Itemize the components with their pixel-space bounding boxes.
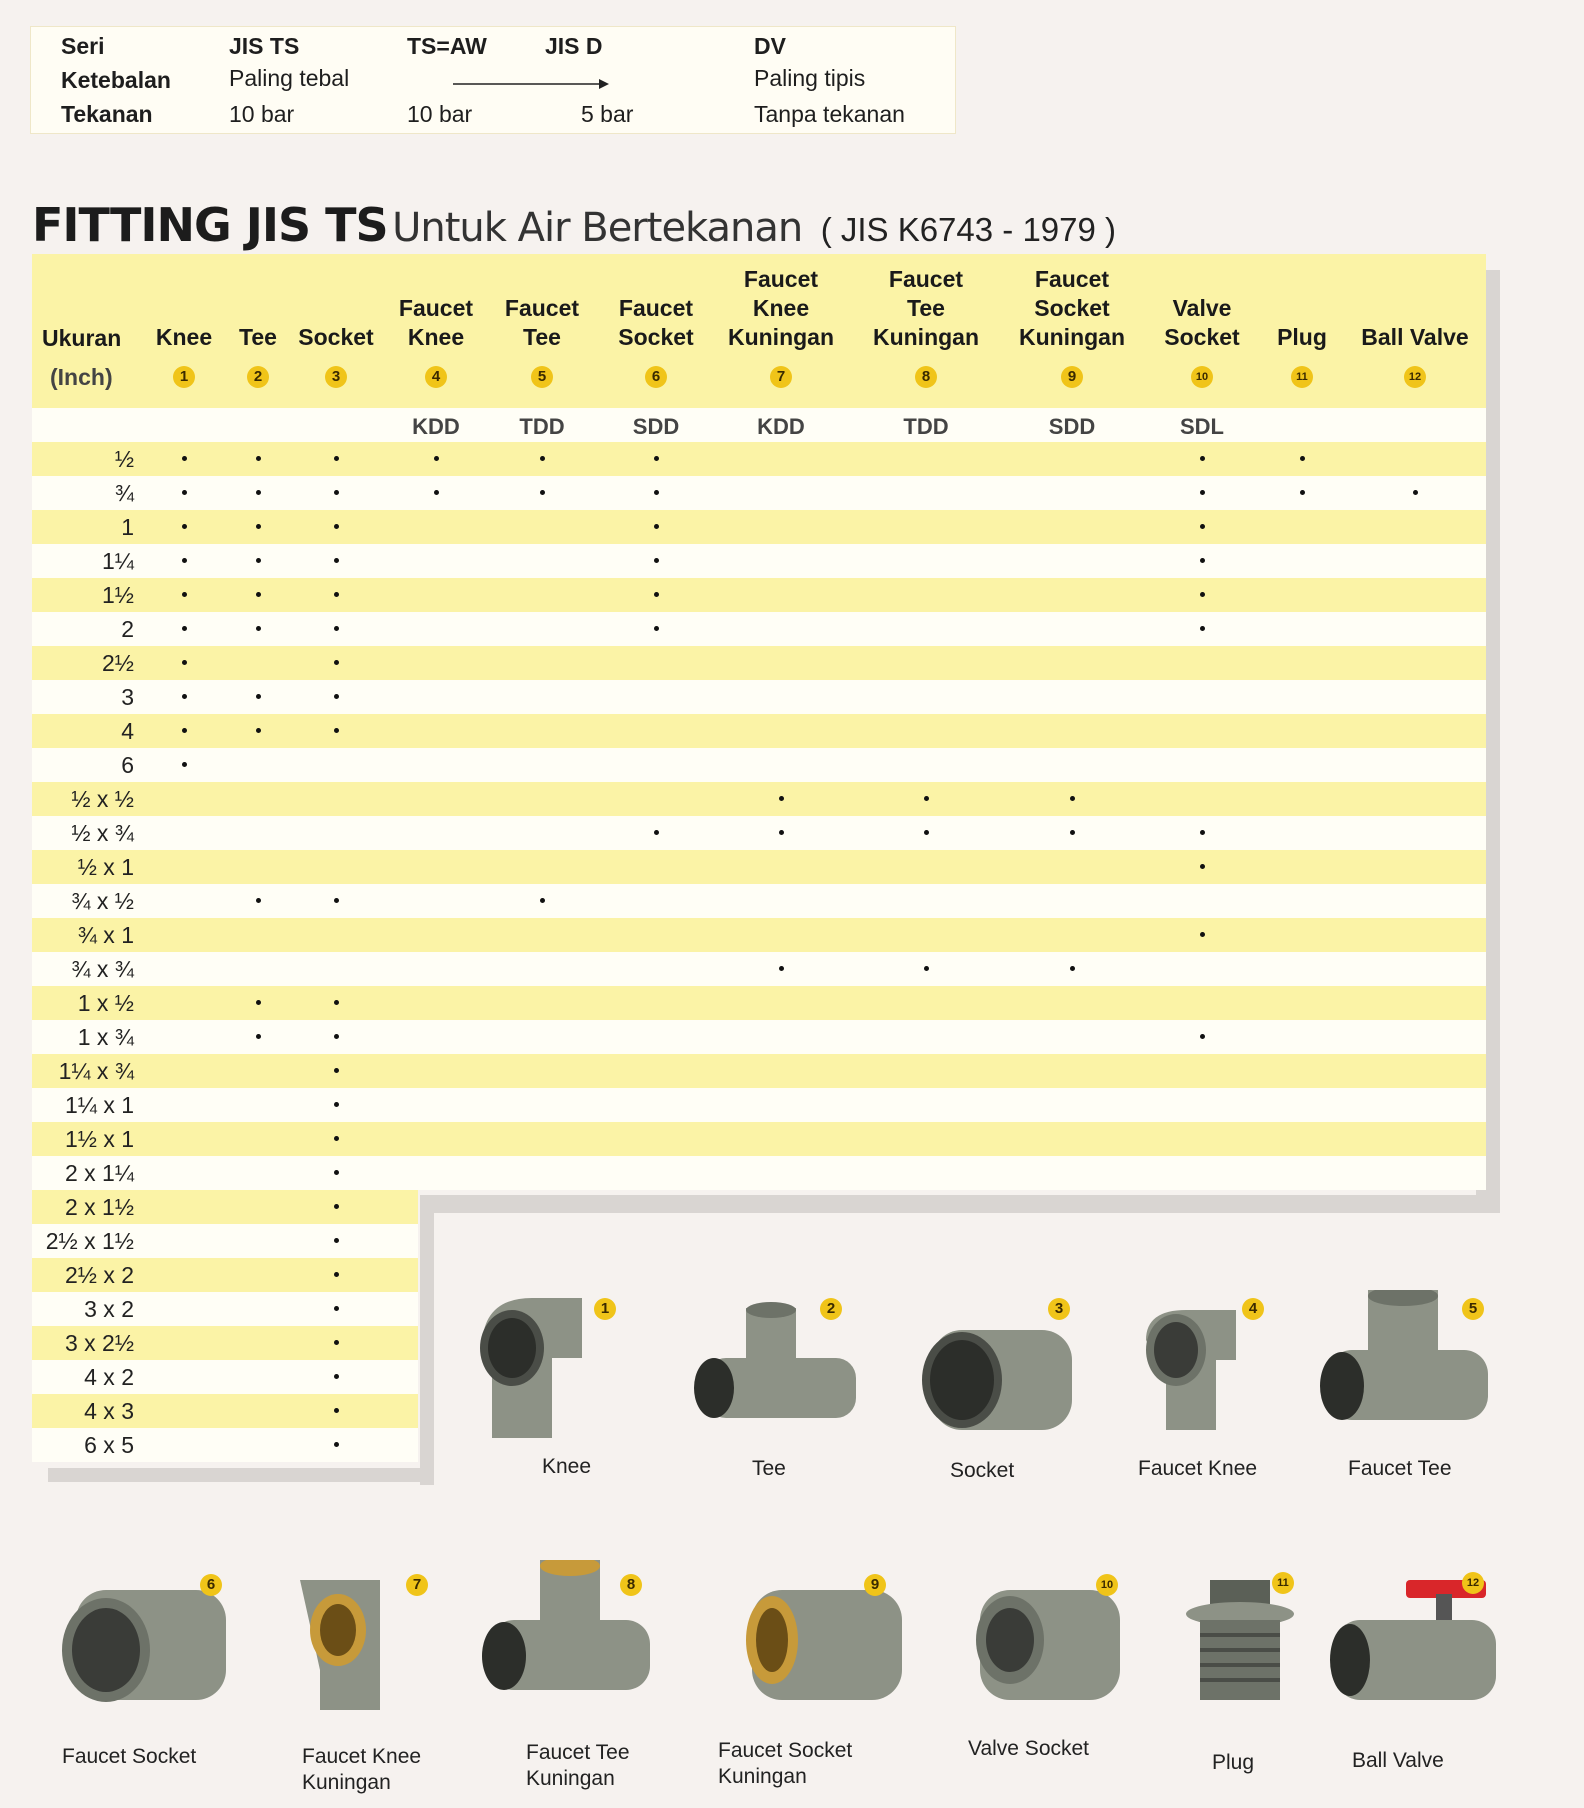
availability-dot	[654, 592, 659, 597]
availability-dot	[1070, 966, 1075, 971]
header-col-3-line-1: Socket	[298, 324, 374, 350]
header-col-8-line-1: Faucet	[888, 266, 964, 292]
table-row	[32, 578, 1486, 612]
availability-dot	[434, 490, 439, 495]
availability-dot	[256, 592, 261, 597]
column-number-badge: 2	[247, 366, 269, 388]
ball-valve-icon	[1326, 1580, 1506, 1740]
row-size: 4	[121, 718, 134, 744]
legend-label-tekanan: Tekanan	[61, 101, 153, 127]
column-code: KDD	[412, 414, 460, 439]
legend-thinnest: Paling tipis	[754, 65, 866, 91]
availability-dot	[654, 490, 659, 495]
availability-dot	[334, 558, 339, 563]
column-code: TDD	[903, 414, 949, 439]
product-label	[302, 1744, 421, 1796]
availability-dot	[654, 626, 659, 631]
row-size: 2 x 1¼	[64, 1160, 134, 1186]
availability-dot	[334, 592, 339, 597]
availability-dot	[1070, 796, 1075, 801]
row-size: 6	[121, 752, 134, 778]
row-size: 1 x ¾	[77, 1024, 134, 1050]
header-col-12-line-1: Ball Valve	[1361, 324, 1469, 350]
product-label	[718, 1738, 852, 1790]
table-row	[32, 952, 1486, 986]
product-number-badge: 5	[1462, 1298, 1484, 1320]
column-number-badge: 12	[1404, 366, 1426, 388]
product-label	[950, 1458, 1014, 1484]
product-label-line: Valve Socket	[968, 1737, 1090, 1760]
availability-dot	[334, 626, 339, 631]
row-size: 6 x 5	[84, 1432, 134, 1458]
row-size: 3 x 2	[84, 1296, 134, 1322]
availability-dot	[334, 1000, 339, 1005]
column-code: SDD	[632, 414, 680, 439]
availability-dot	[334, 1374, 339, 1379]
row-size: ½ x ¾	[71, 820, 134, 846]
row-size: 1¼ x ¾	[58, 1058, 134, 1084]
availability-dot	[334, 1068, 339, 1073]
column-code: SDD	[1048, 414, 1096, 439]
header-col-4-line-2: Knee	[407, 324, 465, 350]
column-number-badge: 11	[1291, 366, 1313, 388]
availability-dot	[182, 626, 187, 631]
legend-pressure-jis-d: 5 bar	[581, 101, 634, 127]
header-col-9-line-3: Kuningan	[1018, 324, 1126, 350]
availability-dot	[182, 456, 187, 461]
product-number-badge: 1	[594, 1298, 616, 1320]
header-col-7-line-2: Knee	[752, 295, 810, 321]
availability-dot	[334, 490, 339, 495]
availability-dot	[182, 694, 187, 699]
availability-dot	[779, 796, 784, 801]
product-number-badge: 11	[1272, 1572, 1294, 1594]
column-code: TDD	[519, 414, 565, 439]
availability-dot	[1200, 524, 1205, 529]
table-header	[32, 254, 1486, 408]
availability-dot	[779, 830, 784, 835]
availability-dot	[779, 966, 784, 971]
availability-dot	[1300, 456, 1305, 461]
header-size: Ukuran	[42, 325, 122, 351]
availability-dot	[654, 524, 659, 529]
availability-dot	[182, 490, 187, 495]
column-code: KDD	[757, 414, 805, 439]
availability-dot	[924, 966, 929, 971]
title-main: FITTING JIS TS	[32, 198, 388, 252]
column-code: SDL	[1180, 414, 1224, 439]
availability-dot	[182, 524, 187, 529]
availability-dot	[1200, 626, 1205, 631]
availability-dot	[1200, 1034, 1205, 1039]
row-size: 2½ x 1½	[45, 1228, 134, 1254]
table-row	[32, 680, 1486, 714]
table-row	[32, 1360, 418, 1394]
product-number-badge: 12	[1462, 1572, 1484, 1594]
table-row	[32, 1292, 418, 1326]
availability-dot	[182, 592, 187, 597]
product-label-line: Faucet Tee	[1348, 1457, 1452, 1480]
table-row	[32, 986, 1486, 1020]
product-label	[526, 1740, 630, 1792]
legend-pressure-dv: Tanpa tekanan	[754, 101, 905, 127]
availability-dot	[182, 762, 187, 767]
column-number-badge: 7	[770, 366, 792, 388]
availability-dot	[1200, 558, 1205, 563]
tee-fitting-icon	[686, 1298, 866, 1458]
availability-dot	[256, 694, 261, 699]
header-col-1-line-1: Knee	[155, 324, 213, 350]
product-label	[1352, 1748, 1444, 1774]
availability-dot	[256, 1034, 261, 1039]
row-size: 4 x 3	[84, 1398, 134, 1424]
series-legend-box	[30, 26, 956, 134]
header-col-11-line-1: Plug	[1277, 324, 1327, 350]
availability-dot	[256, 558, 261, 563]
row-size: ½ x ½	[71, 786, 134, 812]
availability-dot	[924, 830, 929, 835]
knee-fitting-icon	[472, 1288, 652, 1448]
product-number-badge: 6	[200, 1574, 222, 1596]
legend-series-dv: DV	[754, 33, 786, 59]
product-number-badge: 3	[1048, 1298, 1070, 1320]
availability-dot	[654, 558, 659, 563]
table-row	[32, 1122, 1486, 1156]
header-col-2-line-1: Tee	[239, 324, 277, 350]
table-row	[32, 1156, 1486, 1190]
availability-dot	[1200, 932, 1205, 937]
availability-dot	[1200, 864, 1205, 869]
row-size: 1½	[102, 582, 134, 608]
availability-dot	[434, 456, 439, 461]
table-row	[32, 1394, 418, 1428]
row-size: 1	[121, 514, 134, 540]
title-standard: ( JIS K6743 - 1979 )	[820, 211, 1117, 248]
legend-series-jis-d: JIS D	[545, 33, 603, 59]
legend-thickest: Paling tebal	[229, 65, 350, 91]
header-col-5-line-2: Tee	[523, 324, 561, 350]
availability-dot	[182, 558, 187, 563]
column-number-badge: 8	[915, 366, 937, 388]
availability-dot	[256, 456, 261, 461]
row-size: 4 x 2	[84, 1364, 134, 1390]
availability-dot	[334, 1034, 339, 1039]
product-label-line: Faucet Tee	[526, 1741, 630, 1764]
availability-dot	[654, 830, 659, 835]
product-label	[968, 1736, 1089, 1762]
table-row	[32, 714, 1486, 748]
table-row	[32, 544, 1486, 578]
product-label	[1212, 1750, 1254, 1776]
table-row	[32, 612, 1486, 646]
availability-dot	[334, 524, 339, 529]
availability-dot	[256, 1000, 261, 1005]
availability-dot	[1200, 830, 1205, 835]
availability-dot	[182, 660, 187, 665]
table-row	[32, 782, 1486, 816]
row-size: 3 x 2½	[64, 1330, 134, 1356]
availability-dot	[1200, 490, 1205, 495]
row-size: 2½ x 2	[64, 1262, 134, 1288]
table-row	[32, 1020, 1486, 1054]
row-size: ½	[114, 446, 134, 472]
availability-dot	[334, 1136, 339, 1141]
thickness-arrow-icon	[451, 77, 611, 91]
table-row	[32, 850, 1486, 884]
product-number-badge: 10	[1096, 1574, 1118, 1596]
table-row	[32, 1428, 418, 1462]
availability-dot	[334, 1306, 339, 1311]
availability-dot	[256, 728, 261, 733]
column-number-badge: 4	[425, 366, 447, 388]
table-row	[32, 476, 1486, 510]
product-number-badge: 7	[406, 1574, 428, 1596]
legend-series-ts-aw: TS=AW	[407, 33, 487, 59]
availability-dot	[1070, 830, 1075, 835]
faucet-knee-icon	[1136, 1300, 1316, 1460]
availability-dot	[334, 1340, 339, 1345]
column-number-badge: 10	[1191, 366, 1213, 388]
row-size: 1¼	[102, 548, 134, 574]
row-size: 3	[121, 684, 134, 710]
availability-dot	[654, 456, 659, 461]
header-col-9-line-1: Faucet	[1034, 266, 1110, 292]
header-col-6-line-1: Faucet	[618, 295, 694, 321]
table-row	[32, 646, 1486, 680]
row-size: ½ x 1	[77, 854, 134, 880]
column-number-badge: 3	[325, 366, 347, 388]
header-size-unit: (Inch)	[50, 364, 113, 390]
row-size: 1¼ x 1	[64, 1092, 134, 1118]
table-row	[32, 918, 1486, 952]
availability-dot	[256, 524, 261, 529]
product-label	[752, 1456, 786, 1482]
availability-dot	[182, 728, 187, 733]
availability-dot	[256, 490, 261, 495]
product-number-badge: 9	[864, 1574, 886, 1596]
table-row	[32, 884, 1486, 918]
product-label-line: Plug	[1212, 1751, 1255, 1774]
product-label-line: Ball Valve	[1352, 1749, 1444, 1772]
product-label	[542, 1454, 591, 1480]
availability-dot	[1413, 490, 1418, 495]
column-number-badge: 5	[531, 366, 553, 388]
availability-dot	[334, 1238, 339, 1243]
table-row	[32, 442, 1486, 476]
legend-label-seri: Seri	[61, 33, 105, 59]
row-size: ¾ x ¾	[71, 956, 134, 982]
column-number-badge: 9	[1061, 366, 1083, 388]
availability-dot	[256, 898, 261, 903]
product-number-badge: 2	[820, 1298, 842, 1320]
table-row	[32, 1258, 418, 1292]
row-size: ¾ x 1	[77, 922, 134, 948]
header-col-10-line-1: Valve	[1172, 295, 1232, 321]
table-row	[32, 510, 1486, 544]
product-number-badge: 8	[620, 1574, 642, 1596]
availability-dot	[334, 1204, 339, 1209]
product-label-line: Kuningan	[526, 1767, 615, 1790]
table-row	[32, 816, 1486, 850]
availability-dot	[334, 898, 339, 903]
header-col-7-line-1: Faucet	[743, 266, 819, 292]
row-size: 2½	[102, 650, 134, 676]
availability-dot	[1300, 490, 1305, 495]
product-label-line: Faucet Knee	[1138, 1457, 1258, 1480]
table-row	[32, 1190, 418, 1224]
availability-dot	[1200, 592, 1205, 597]
row-size: 1½ x 1	[64, 1126, 134, 1152]
availability-dot	[334, 694, 339, 699]
availability-dot	[334, 1102, 339, 1107]
availability-dot	[334, 660, 339, 665]
faucet-knee-brass-icon	[290, 1560, 470, 1720]
row-size: 2 x 1½	[64, 1194, 134, 1220]
availability-dot	[1200, 456, 1205, 461]
product-label-line: Knee	[542, 1455, 592, 1478]
column-number-badge: 1	[173, 366, 195, 388]
page-title	[32, 198, 1116, 252]
row-size: 2	[121, 616, 134, 642]
code-row	[32, 408, 1486, 442]
availability-dot	[924, 796, 929, 801]
table-row	[32, 1224, 418, 1258]
availability-dot	[256, 626, 261, 631]
availability-dot	[334, 1442, 339, 1447]
product-label-line: Tee	[752, 1457, 786, 1480]
header-col-5-line-1: Faucet	[504, 295, 580, 321]
product-label-line: Kuningan	[302, 1771, 391, 1794]
header-col-8-line-3: Kuningan	[872, 324, 980, 350]
title-sub: Untuk Air Bertekanan	[392, 205, 803, 251]
availability-dot	[540, 490, 545, 495]
row-size: ¾ x ½	[71, 888, 134, 914]
availability-dot	[334, 728, 339, 733]
product-label-line: Faucet Socket	[718, 1739, 853, 1762]
header-col-7-line-3: Kuningan	[727, 324, 835, 350]
product-label	[1348, 1456, 1452, 1482]
product-label-line: Faucet Knee	[302, 1745, 422, 1768]
availability-dot	[334, 1170, 339, 1175]
socket-fitting-icon	[912, 1300, 1092, 1460]
header-col-4-line-1: Faucet	[398, 295, 474, 321]
table-row	[32, 748, 1486, 782]
product-label	[62, 1744, 196, 1770]
table-row	[32, 1054, 1486, 1088]
row-size: ¾	[114, 480, 134, 506]
legend-series-jis-ts: JIS TS	[229, 33, 300, 59]
table-row	[32, 1088, 1486, 1122]
product-label-line: Kuningan	[718, 1765, 807, 1788]
fitting-availability-table	[32, 254, 1486, 1478]
legend-label-ketebalan: Ketebalan	[61, 67, 171, 93]
legend-pressure-ts-aw: 10 bar	[407, 101, 473, 127]
legend-pressure-jis-ts: 10 bar	[229, 101, 295, 127]
product-label-line: Socket	[950, 1459, 1015, 1482]
availability-dot	[540, 898, 545, 903]
availability-dot	[334, 1408, 339, 1413]
header-col-6-line-2: Socket	[618, 324, 694, 350]
header-col-9-line-2: Socket	[1034, 295, 1110, 321]
product-label-line: Faucet Socket	[62, 1745, 197, 1768]
header-col-8-line-2: Tee	[907, 295, 945, 321]
row-size: 1 x ½	[77, 990, 134, 1016]
header-col-10-line-2: Socket	[1164, 324, 1240, 350]
product-number-badge: 4	[1242, 1298, 1264, 1320]
table-row	[32, 1326, 418, 1360]
availability-dot	[334, 456, 339, 461]
column-number-badge: 6	[645, 366, 667, 388]
availability-dot	[540, 456, 545, 461]
faucet-socket-icon	[46, 1560, 226, 1720]
availability-dot	[334, 1272, 339, 1277]
product-label	[1138, 1456, 1257, 1482]
